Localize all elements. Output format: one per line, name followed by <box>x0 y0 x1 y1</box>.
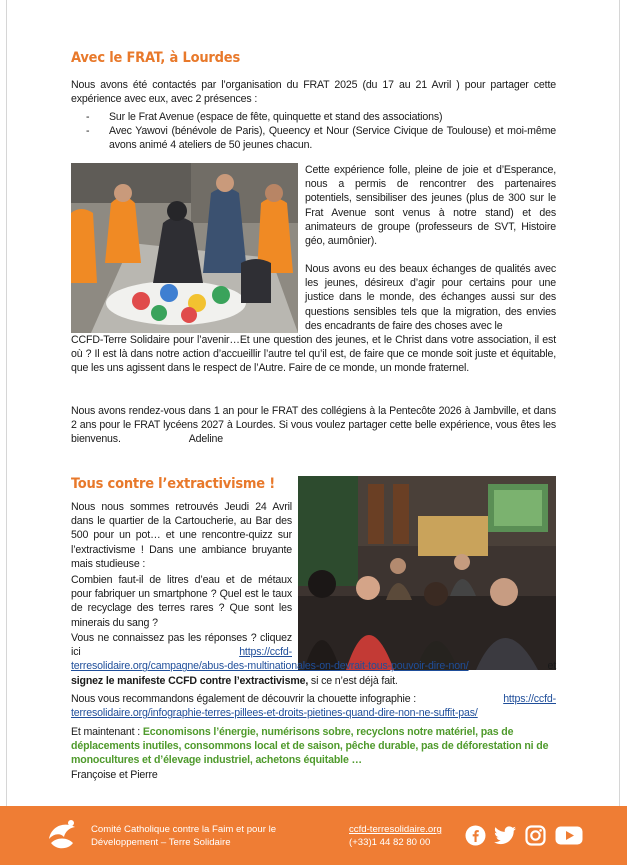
extractivism-paragraph-5: Et maintenant : Economisons l’énergie, numérisons sobre, recyclons notre matériel, pas de déplacements inutiles, consommons local et de saison, pêche durable, pas de déforestation ni de monocultures et d’élevage industriel, achetons équitable … Françoise et Pierre <box>71 725 556 782</box>
footer-contact <box>349 824 442 849</box>
footer-website-link[interactable]: ccfd-terresolidaire.org <box>349 824 442 835</box>
instagram-icon[interactable] <box>525 825 546 846</box>
extractivism-signature: Françoise et Pierre <box>71 768 158 781</box>
frat-paragraph-1: Cette expérience folle, pleine de joie et d’Esperance, nous a permis de rencontrer des partenaires potentiels, sensibiliser des jeunes (plus de 300 sur le Frat Avenue sont venus à notre stand) et des animateurs de groupe (professeurs de SVT, Histoire géo, aumônier). <box>305 164 556 248</box>
extractivism-paragraph-4: Nous vous recommandons également de découvrir la chouette infographie : https://ccfd- terresolidaire.org/infographie-terres-pillees-et-droits-pietines-quand-dire-non-ne-suffit-pas/ <box>71 693 556 720</box>
manifesto-call: signez le manifeste CCFD contre l’extractivisme, <box>71 674 309 687</box>
facebook-icon[interactable] <box>465 825 486 846</box>
frat-paragraph-2-bottom: CCFD-Terre Solidaire pour l’avenir…Et une question des jeunes, et le Christ dans votre association, il est où ? Il est là dans notre action d’accueillir l’autre tel qu’il est, de faire que ce monde soit juste et équitable, que les uns agissent dans le respect de l’Autre. Faire de ce monde, un monde fraternel. <box>71 334 556 375</box>
section-title-frat: Avec le FRAT, à Lourdes <box>71 50 241 66</box>
bullet-item: - Avec Yawovi (bénévole de Paris), Queency et Nour (Service Civique de Toulouse) et moi-même avons animé 4 ateliers de 50 jeunes chacun. <box>86 125 556 152</box>
infographic-link-cont[interactable]: terresolidaire.org/infographie-terres-pillees-et-droits-pietines-quand-dire-non-ne-suffit-pas/ <box>71 707 478 720</box>
quiz-answers-link[interactable]: https://ccfd- <box>239 646 292 659</box>
frat-signature: Adeline <box>188 433 224 446</box>
footer-bar <box>0 806 627 865</box>
frat-bullet-list <box>86 110 556 153</box>
frat-paragraph-2-top: Nous avons eu des beaux échanges de qualités avec les jeunes, désireux d’agir pour certains pour une justice dans le monde, des échanges aussi sur des questions sensibles tels que la migration, des envies des encadrants de faire des choses avec le <box>305 263 556 332</box>
infographic-link[interactable]: https://ccfd- <box>503 693 556 705</box>
bullet-item: - Sur le Frat Avenue (espace de fête, quinquette et stand des associations) <box>86 111 443 123</box>
footer-phone: (+33)1 44 82 80 00 <box>349 836 431 848</box>
footer-organisation: Comité Catholique contre la Faim et pour le Développement – Terre Solidaire <box>91 824 277 848</box>
twitter-icon[interactable] <box>493 825 517 846</box>
ccfd-logo-icon <box>45 819 79 853</box>
frat-intro: Nous avons été contactés par l’organisation du FRAT 2025 (du 17 au 21 Avril ) pour partager cette expérience avec eux, avec 2 présences : <box>71 79 556 106</box>
frat-workshop-photo <box>71 163 298 333</box>
extractivism-paragraph-2: Combien faut-il de litres d’eau et de métaux pour fabriquer un smartphone ? Quel est le taux de recyclage des terres rares ? Que sont les minerais du sang ? <box>71 574 292 629</box>
extractivism-paragraph-3: Vous ne connaissez pas les réponses ? cliquez ici https://ccfd- terresolidaire.org/campagne/abus-des-multinationales-on-devrait-tous-pouvoir-dire-non/ et signez le manifeste CCFD contre l’extractivisme, si ce n’est déjà fait. <box>71 632 556 687</box>
section-title-extractivism: Tous contre l’extractivisme ! <box>71 476 276 492</box>
extractivism-paragraph-1: Nous nous sommes retrouvés Jeudi 24 Avril dans le quartier de la Cartoucherie, au Bar des 500 pour un pot… et une rencontre-quizz sur l’extractivisme ! Dans une ambiance bruyante mais studieuse : <box>71 501 292 570</box>
eco-actions: Economisons l’énergie, numérisons sobre, recyclons notre matériel, pas de déplacements inutiles, consommons local et de saison, pêche durable, pas de déforestation ni de monocultures et d’élevage industriel, achetons équitable … <box>71 726 549 767</box>
youtube-icon[interactable] <box>555 825 583 846</box>
quiz-answers-link-cont[interactable]: terresolidaire.org/campagne/abus-des-multinationales-on-devrait-tous-pouvoir-dire-non/ <box>71 660 469 673</box>
frat-closing: Nous avons rendez-vous dans 1 an pour le FRAT des collégiens à la Pentecôte 2026 à Jambville, et dans 2 ans pour le FRAT lycéens 2027 à Lourdes. Si vous voulez partager cette belle expérience, vous êtes les bienvenus. Adeline <box>71 405 556 446</box>
